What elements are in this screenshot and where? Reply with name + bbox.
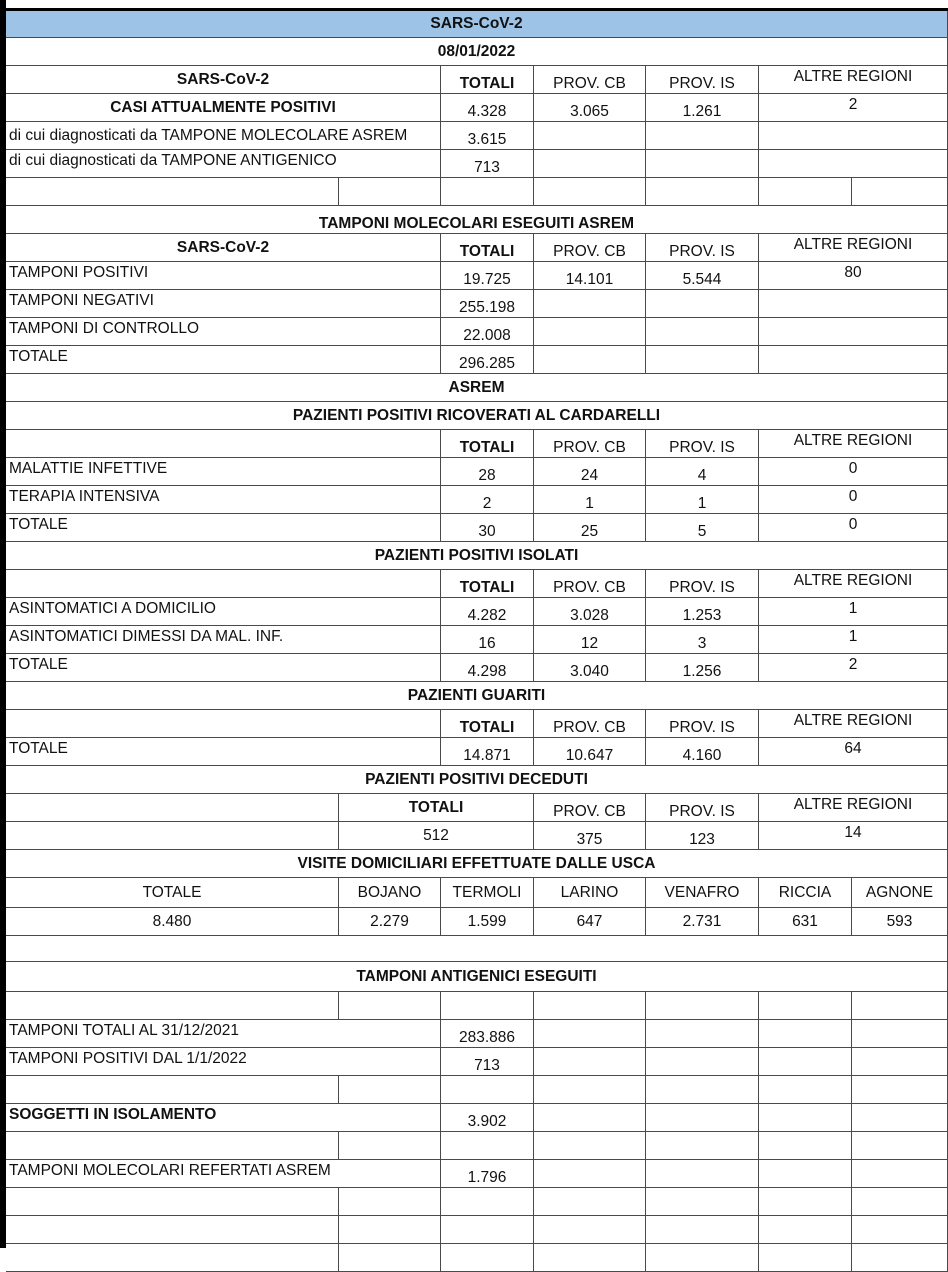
guariti-totale-label[interactable]: TOTALE (6, 738, 441, 766)
ricoverati-totale-altre-regioni[interactable]: 0 (759, 514, 948, 542)
cell[interactable] (534, 122, 646, 150)
cell[interactable] (534, 150, 646, 178)
cell[interactable] (534, 346, 646, 374)
cell[interactable] (534, 992, 646, 1020)
col-header-altre-regioni[interactable]: ALTRE REGIONI (759, 234, 948, 262)
tamponi-positivi-totali[interactable]: 19.725 (441, 262, 534, 290)
tamponi-totale-label[interactable]: TOTALE (6, 346, 441, 374)
cell[interactable] (646, 346, 759, 374)
col-header-altre-regioni[interactable]: ALTRE REGIONI (759, 430, 948, 458)
cell[interactable] (646, 178, 759, 206)
cell[interactable] (852, 178, 948, 206)
col-header-prov-cb[interactable]: PROV. CB (534, 710, 646, 738)
ricoverati-malattie-infettive-altre-regioni[interactable]: 0 (759, 458, 948, 486)
cell[interactable] (646, 290, 759, 318)
isolati-domicilio-prov-cb[interactable]: 3.028 (534, 598, 646, 626)
ricoverati-terapia-intensiva-totali[interactable]: 2 (441, 486, 534, 514)
cell[interactable] (441, 1076, 534, 1104)
cell[interactable] (759, 1160, 852, 1188)
cell[interactable] (759, 178, 852, 206)
cell[interactable] (534, 1216, 646, 1244)
col-header-label[interactable]: SARS-CoV-2 (6, 234, 441, 262)
cell[interactable] (534, 1076, 646, 1104)
isolati-dimessi-totali[interactable]: 16 (441, 626, 534, 654)
col-header-totali[interactable]: TOTALI (441, 710, 534, 738)
report-date[interactable]: 08/01/2022 (6, 38, 948, 66)
cell[interactable] (852, 1160, 948, 1188)
section-title-deceduti[interactable]: PAZIENTI POSITIVI DECEDUTI (6, 766, 948, 794)
cell[interactable] (759, 150, 948, 178)
col-header-prov-cb[interactable]: PROV. CB (534, 234, 646, 262)
casi-attualmente-positivi-label[interactable]: CASI ATTUALMENTE POSITIVI (6, 94, 441, 122)
ricoverati-malattie-infettive-totali[interactable]: 28 (441, 458, 534, 486)
tamponi-positivi-altre-regioni[interactable]: 80 (759, 262, 948, 290)
tamponi-positivi-prov-cb[interactable]: 14.101 (534, 262, 646, 290)
ricoverati-terapia-intensiva-label[interactable]: TERAPIA INTENSIVA (6, 486, 441, 514)
cell[interactable] (759, 1048, 852, 1076)
cell[interactable] (646, 1104, 759, 1132)
cell[interactable] (6, 822, 339, 850)
col-header-prov-cb[interactable]: PROV. CB (534, 570, 646, 598)
cell[interactable] (534, 318, 646, 346)
casi-antigenico-label[interactable]: di cui diagnosticati da TAMPONE ANTIGENICO (6, 150, 441, 178)
cell[interactable] (6, 178, 339, 206)
cell[interactable] (646, 318, 759, 346)
isolati-totale-altre-regioni[interactable]: 2 (759, 654, 948, 682)
usca-value-termoli[interactable]: 1.599 (441, 908, 534, 936)
cell[interactable] (534, 1160, 646, 1188)
cell[interactable] (646, 1048, 759, 1076)
isolati-dimessi-altre-regioni[interactable]: 1 (759, 626, 948, 654)
guariti-totale-totali[interactable]: 14.871 (441, 738, 534, 766)
guariti-totale-prov-cb[interactable]: 10.647 (534, 738, 646, 766)
section-title-ricoverati[interactable]: PAZIENTI POSITIVI RICOVERATI AL CARDARELLI (6, 402, 948, 430)
cell[interactable] (441, 1188, 534, 1216)
tamponi-negativi-totali[interactable]: 255.198 (441, 290, 534, 318)
col-header-prov-is[interactable]: PROV. IS (646, 430, 759, 458)
casi-prov-cb[interactable]: 3.065 (534, 94, 646, 122)
isolati-domicilio-totali[interactable]: 4.282 (441, 598, 534, 626)
cell[interactable] (646, 122, 759, 150)
cell[interactable] (852, 1048, 948, 1076)
cell[interactable] (441, 1216, 534, 1244)
cell[interactable] (646, 1160, 759, 1188)
cell[interactable] (852, 1244, 948, 1272)
cell[interactable] (646, 1020, 759, 1048)
cell[interactable] (339, 1244, 441, 1272)
cell[interactable] (339, 1188, 441, 1216)
antigenici-positivi-label[interactable]: TAMPONI POSITIVI DAL 1/1/2022 (6, 1048, 441, 1076)
usca-header-termoli[interactable]: TERMOLI (441, 878, 534, 908)
cell[interactable] (339, 1132, 441, 1160)
cell[interactable] (759, 1076, 852, 1104)
ricoverati-totale-prov-cb[interactable]: 25 (534, 514, 646, 542)
sheet-title[interactable]: SARS-CoV-2 (6, 11, 948, 38)
col-header-prov-is[interactable]: PROV. IS (646, 234, 759, 262)
section-title-guariti[interactable]: PAZIENTI GUARITI (6, 682, 948, 710)
cell[interactable] (646, 1076, 759, 1104)
col-header-prov-cb[interactable]: PROV. CB (534, 430, 646, 458)
cell[interactable] (6, 570, 441, 598)
cell[interactable] (852, 1076, 948, 1104)
ricoverati-terapia-intensiva-altre-regioni[interactable]: 0 (759, 486, 948, 514)
cell[interactable] (759, 122, 948, 150)
casi-prov-is[interactable]: 1.261 (646, 94, 759, 122)
isolati-domicilio-altre-regioni[interactable]: 1 (759, 598, 948, 626)
cell[interactable] (6, 1244, 339, 1272)
antigenici-totali-value[interactable]: 283.886 (441, 1020, 534, 1048)
section-title-tamponi-molecolari[interactable]: TAMPONI MOLECOLARI ESEGUITI ASREM (6, 206, 948, 234)
cell[interactable] (339, 992, 441, 1020)
cell[interactable] (646, 1244, 759, 1272)
deceduti-totali[interactable]: 512 (339, 822, 534, 850)
cell[interactable] (852, 1216, 948, 1244)
tamponi-refertati-value[interactable]: 1.796 (441, 1160, 534, 1188)
isolati-dimessi-prov-cb[interactable]: 12 (534, 626, 646, 654)
tamponi-positivi-label[interactable]: TAMPONI POSITIVI (6, 262, 441, 290)
ricoverati-totale-label[interactable]: TOTALE (6, 514, 441, 542)
cell[interactable] (759, 1216, 852, 1244)
isolati-dimessi-label[interactable]: ASINTOMATICI DIMESSI DA MAL. INF. (6, 626, 441, 654)
cell[interactable] (6, 992, 339, 1020)
cell[interactable] (534, 1020, 646, 1048)
col-header-altre-regioni[interactable]: ALTRE REGIONI (759, 570, 948, 598)
isolati-domicilio-label[interactable]: ASINTOMATICI A DOMICILIO (6, 598, 441, 626)
casi-molecolare-label[interactable]: di cui diagnosticati da TAMPONE MOLECOLARE ASREM (6, 122, 441, 150)
cell[interactable] (339, 178, 441, 206)
cell[interactable] (759, 318, 948, 346)
cell[interactable] (759, 992, 852, 1020)
isolati-totale-prov-cb[interactable]: 3.040 (534, 654, 646, 682)
cell[interactable] (6, 710, 441, 738)
col-header-label[interactable]: SARS-CoV-2 (6, 66, 441, 94)
tamponi-totale-totali[interactable]: 296.285 (441, 346, 534, 374)
col-header-totali[interactable]: TOTALI (441, 66, 534, 94)
usca-header-agnone[interactable]: AGNONE (852, 878, 948, 908)
ricoverati-totale-prov-is[interactable]: 5 (646, 514, 759, 542)
cell[interactable] (646, 1132, 759, 1160)
col-header-prov-cb[interactable]: PROV. CB (534, 66, 646, 94)
isolati-domicilio-prov-is[interactable]: 1.253 (646, 598, 759, 626)
casi-antigenico-value[interactable]: 713 (441, 150, 534, 178)
casi-molecolare-value[interactable]: 3.615 (441, 122, 534, 150)
section-title-antigenici[interactable]: TAMPONI ANTIGENICI ESEGUITI (6, 962, 948, 992)
cell[interactable] (852, 992, 948, 1020)
usca-header-bojano[interactable]: BOJANO (339, 878, 441, 908)
cell[interactable] (6, 1188, 339, 1216)
deceduti-altre-regioni[interactable]: 14 (759, 822, 948, 850)
cell[interactable] (646, 1188, 759, 1216)
usca-value-bojano[interactable]: 2.279 (339, 908, 441, 936)
section-title-isolati[interactable]: PAZIENTI POSITIVI ISOLATI (6, 542, 948, 570)
cell[interactable] (759, 346, 948, 374)
guariti-totale-altre-regioni[interactable]: 64 (759, 738, 948, 766)
section-title-usca[interactable]: VISITE DOMICILIARI EFFETTUATE DALLE USCA (6, 850, 948, 878)
col-header-prov-is[interactable]: PROV. IS (646, 710, 759, 738)
ricoverati-terapia-intensiva-prov-is[interactable]: 1 (646, 486, 759, 514)
cell[interactable] (6, 936, 948, 962)
cell[interactable] (534, 1188, 646, 1216)
ricoverati-malattie-infettive-prov-is[interactable]: 4 (646, 458, 759, 486)
casi-totali[interactable]: 4.328 (441, 94, 534, 122)
ricoverati-totale-totali[interactable]: 30 (441, 514, 534, 542)
cell[interactable] (441, 992, 534, 1020)
cell[interactable] (6, 1132, 339, 1160)
tamponi-controllo-totali[interactable]: 22.008 (441, 318, 534, 346)
usca-header-totale[interactable]: TOTALE (6, 878, 339, 908)
cell[interactable] (534, 1104, 646, 1132)
usca-header-larino[interactable]: LARINO (534, 878, 646, 908)
cell[interactable] (759, 1132, 852, 1160)
ricoverati-terapia-intensiva-prov-cb[interactable]: 1 (534, 486, 646, 514)
cell[interactable] (759, 1104, 852, 1132)
cell[interactable] (441, 178, 534, 206)
col-header-prov-is[interactable]: PROV. IS (646, 66, 759, 94)
cell[interactable] (339, 1076, 441, 1104)
cell[interactable] (759, 290, 948, 318)
col-header-altre-regioni[interactable]: ALTRE REGIONI (759, 794, 948, 822)
isolati-dimessi-prov-is[interactable]: 3 (646, 626, 759, 654)
cell[interactable] (534, 1048, 646, 1076)
casi-altre-regioni[interactable]: 2 (759, 94, 948, 122)
col-header-altre-regioni[interactable]: ALTRE REGIONI (759, 710, 948, 738)
soggetti-isolamento-value[interactable]: 3.902 (441, 1104, 534, 1132)
asrem-label[interactable]: ASREM (6, 374, 948, 402)
cell[interactable] (6, 430, 441, 458)
cell[interactable] (441, 1244, 534, 1272)
tamponi-refertati-label[interactable]: TAMPONI MOLECOLARI REFERTATI ASREM (6, 1160, 441, 1188)
deceduti-prov-cb[interactable]: 375 (534, 822, 646, 850)
tamponi-positivi-prov-is[interactable]: 5.544 (646, 262, 759, 290)
col-header-prov-cb[interactable]: PROV. CB (534, 794, 646, 822)
col-header-prov-is[interactable]: PROV. IS (646, 794, 759, 822)
col-header-totali[interactable]: TOTALI (441, 430, 534, 458)
col-header-totali[interactable]: TOTALI (441, 570, 534, 598)
cell[interactable] (852, 1020, 948, 1048)
col-header-altre-regioni[interactable]: ALTRE REGIONI (759, 66, 948, 94)
usca-value-venafro[interactable]: 2.731 (646, 908, 759, 936)
cell[interactable] (339, 1216, 441, 1244)
usca-value-totale[interactable]: 8.480 (6, 908, 339, 936)
usca-value-riccia[interactable]: 631 (759, 908, 852, 936)
cell[interactable] (534, 290, 646, 318)
cell[interactable] (6, 794, 339, 822)
cell[interactable] (534, 1132, 646, 1160)
cell[interactable] (534, 1244, 646, 1272)
isolati-totale-label[interactable]: TOTALE (6, 654, 441, 682)
tamponi-controllo-label[interactable]: TAMPONI DI CONTROLLO (6, 318, 441, 346)
usca-value-agnone[interactable]: 593 (852, 908, 948, 936)
cell[interactable] (6, 1076, 339, 1104)
cell[interactable] (646, 1216, 759, 1244)
col-header-totali[interactable]: TOTALI (339, 794, 534, 822)
ricoverati-malattie-infettive-label[interactable]: MALATTIE INFETTIVE (6, 458, 441, 486)
isolati-totale-prov-is[interactable]: 1.256 (646, 654, 759, 682)
cell[interactable] (759, 1020, 852, 1048)
cell[interactable] (759, 1188, 852, 1216)
tamponi-negativi-label[interactable]: TAMPONI NEGATIVI (6, 290, 441, 318)
antigenici-totali-label[interactable]: TAMPONI TOTALI AL 31/12/2021 (6, 1020, 441, 1048)
ricoverati-malattie-infettive-prov-cb[interactable]: 24 (534, 458, 646, 486)
cell[interactable] (441, 1132, 534, 1160)
usca-value-larino[interactable]: 647 (534, 908, 646, 936)
cell[interactable] (646, 150, 759, 178)
cell[interactable] (852, 1104, 948, 1132)
deceduti-prov-is[interactable]: 123 (646, 822, 759, 850)
guariti-totale-prov-is[interactable]: 4.160 (646, 738, 759, 766)
usca-header-riccia[interactable]: RICCIA (759, 878, 852, 908)
antigenici-positivi-value[interactable]: 713 (441, 1048, 534, 1076)
col-header-prov-is[interactable]: PROV. IS (646, 570, 759, 598)
cell[interactable] (852, 1132, 948, 1160)
cell[interactable] (852, 1188, 948, 1216)
soggetti-isolamento-label[interactable]: SOGGETTI IN ISOLAMENTO (6, 1104, 441, 1132)
col-header-totali[interactable]: TOTALI (441, 234, 534, 262)
usca-header-venafro[interactable]: VENAFRO (646, 878, 759, 908)
cell[interactable] (759, 1244, 852, 1272)
cell[interactable] (6, 1216, 339, 1244)
cell[interactable] (534, 178, 646, 206)
isolati-totale-totali[interactable]: 4.298 (441, 654, 534, 682)
cell[interactable] (646, 992, 759, 1020)
